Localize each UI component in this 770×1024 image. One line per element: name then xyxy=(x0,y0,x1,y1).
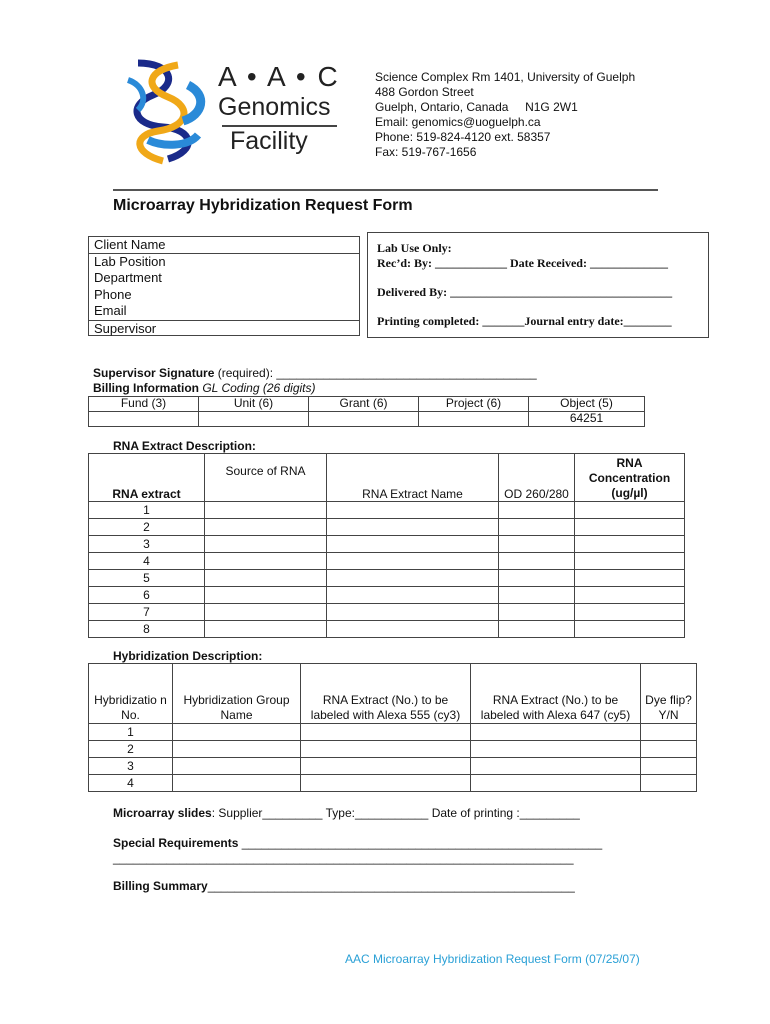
dna-helix-icon xyxy=(118,55,218,167)
rna-cell[interactable] xyxy=(327,502,499,519)
lab-position-field[interactable]: Lab Position xyxy=(94,253,166,269)
hyb-cell[interactable] xyxy=(641,724,697,741)
rna-cell[interactable] xyxy=(575,519,685,536)
rna-cell[interactable] xyxy=(327,536,499,553)
address-line: Fax: 519-767-1656 xyxy=(375,145,477,159)
received-line[interactable]: Rec’d: By: ____________ Date Received: _____________ xyxy=(377,256,668,270)
address-line: Science Complex Rm 1401, University of Guelph xyxy=(375,70,636,84)
rna-cell[interactable] xyxy=(327,587,499,604)
hyb-cell[interactable] xyxy=(471,724,641,741)
rna-cell[interactable] xyxy=(205,519,327,536)
rna-cell[interactable] xyxy=(205,570,327,587)
aac-logo xyxy=(118,55,348,167)
hyb-cell[interactable] xyxy=(471,775,641,792)
special-requirements-line[interactable] xyxy=(113,836,602,850)
hyb-cell[interactable] xyxy=(301,724,471,741)
rna-header: RNA Concentration (ug/µl) xyxy=(575,454,685,502)
rna-row-number: 4 xyxy=(89,553,205,570)
rna-row-number: 5 xyxy=(89,570,205,587)
rna-cell[interactable] xyxy=(327,519,499,536)
special-requirements-label: Special Requirements xyxy=(113,836,239,850)
hyb-section-label: Hybridization Description: xyxy=(113,649,263,663)
grant-cell[interactable] xyxy=(309,412,419,427)
rna-row-number: 2 xyxy=(89,519,205,536)
hyb-cell[interactable] xyxy=(641,758,697,775)
billing-header: Fund (3) xyxy=(89,397,199,412)
rna-row-number: 8 xyxy=(89,621,205,638)
rna-table xyxy=(88,453,685,638)
hyb-cell[interactable] xyxy=(173,741,301,758)
rna-cell[interactable] xyxy=(205,587,327,604)
hyb-cell[interactable] xyxy=(301,775,471,792)
rna-cell[interactable] xyxy=(575,621,685,638)
billing-info-note: GL Coding (26 digits) xyxy=(199,381,316,395)
rna-cell[interactable] xyxy=(499,536,575,553)
client-info-box xyxy=(88,236,360,336)
hyb-header: Hybridization Group Name xyxy=(173,664,301,724)
hyb-row-number: 1 xyxy=(89,724,173,741)
address-line: 488 Gordon Street xyxy=(375,85,474,99)
hyb-row-number: 4 xyxy=(89,775,173,792)
hyb-cell[interactable] xyxy=(471,758,641,775)
rna-row-number: 3 xyxy=(89,536,205,553)
printing-line[interactable]: Printing completed: _______Journal entry date:________ xyxy=(377,314,672,328)
page-footer: AAC Microarray Hybridization Request Form (07/25/07) xyxy=(345,952,640,966)
billing-summary-line[interactable] xyxy=(113,879,575,893)
hyb-cell[interactable] xyxy=(173,775,301,792)
special-requirements-blank: ______________________________________________________ xyxy=(238,836,603,850)
rna-cell[interactable] xyxy=(205,502,327,519)
rna-cell[interactable] xyxy=(499,570,575,587)
rna-cell[interactable] xyxy=(205,621,327,638)
hyb-cell[interactable] xyxy=(301,758,471,775)
client-name-field[interactable]: Client Name xyxy=(89,237,359,254)
rna-section-label: RNA Extract Description: xyxy=(113,439,256,453)
billing-header: Project (6) xyxy=(419,397,529,412)
supervisor-signature-label: Supervisor Signature xyxy=(93,366,215,380)
microarray-slides-line[interactable] xyxy=(113,806,580,820)
rna-header: Source of RNA xyxy=(205,454,327,502)
rna-cell[interactable] xyxy=(499,502,575,519)
rna-cell[interactable] xyxy=(205,604,327,621)
supervisor-signature xyxy=(93,366,537,396)
logo-line-2: Genomics xyxy=(218,93,331,121)
department-field[interactable]: Department xyxy=(94,270,162,285)
fund-cell[interactable] xyxy=(89,412,199,427)
rna-header: RNA Extract Name xyxy=(327,454,499,502)
rna-cell[interactable] xyxy=(327,570,499,587)
billing-header: Object (5) xyxy=(529,397,645,412)
hyb-header: RNA Extract (No.) to be labeled with Alexa 555 (cy3) xyxy=(301,664,471,724)
rna-header: OD 260/280 xyxy=(499,454,575,502)
rna-cell[interactable] xyxy=(499,621,575,638)
special-requirements-line-2[interactable]: _____________________________________________________________________ xyxy=(113,851,574,865)
hyb-row-number: 2 xyxy=(89,741,173,758)
billing-summary-blank: _______________________________________________________ xyxy=(207,879,575,893)
hyb-header: RNA Extract (No.) to be labeled with Alexa 647 (cy5) xyxy=(471,664,641,724)
address-line: Phone: 519-824-4120 ext. 58357 xyxy=(375,130,551,144)
lab-use-box xyxy=(367,232,709,338)
delivered-line[interactable]: Delivered By: _____________________________________ xyxy=(377,285,673,299)
hyb-cell[interactable] xyxy=(471,741,641,758)
rna-cell[interactable] xyxy=(575,570,685,587)
supervisor-field[interactable]: Supervisor xyxy=(89,320,359,337)
project-cell[interactable] xyxy=(419,412,529,427)
header-divider xyxy=(113,189,658,191)
hyb-header: Hybridizatio n No. xyxy=(89,664,173,724)
billing-summary-label: Billing Summary xyxy=(113,879,208,893)
hyb-table xyxy=(88,663,697,792)
microarray-slides-fields: : Supplier_________ Type:___________ Date of printing :_________ xyxy=(211,806,580,820)
rna-cell[interactable] xyxy=(327,621,499,638)
rna-cell[interactable] xyxy=(499,519,575,536)
rna-cell[interactable] xyxy=(205,553,327,570)
billing-header: Unit (6) xyxy=(199,397,309,412)
rna-cell[interactable] xyxy=(575,502,685,519)
unit-cell[interactable] xyxy=(199,412,309,427)
rna-cell[interactable] xyxy=(575,536,685,553)
rna-cell[interactable] xyxy=(499,587,575,604)
page-title: Microarray Hybridization Request Form xyxy=(113,197,413,214)
billing-header: Grant (6) xyxy=(309,397,419,412)
microarray-slides-label: Microarray slides xyxy=(113,806,212,820)
phone-field[interactable]: Phone xyxy=(94,286,132,302)
hyb-cell[interactable] xyxy=(301,741,471,758)
hyb-cell[interactable] xyxy=(173,724,301,741)
rna-cell[interactable] xyxy=(327,553,499,570)
supervisor-signature-line[interactable]: (required): _______________________________________ xyxy=(214,366,537,380)
address-line: Email: genomics@uoguelph.ca xyxy=(375,115,541,129)
hyb-cell[interactable] xyxy=(173,758,301,775)
rna-row-number: 7 xyxy=(89,604,205,621)
rna-row-number: 6 xyxy=(89,587,205,604)
billing-info-label: Billing Information xyxy=(93,381,199,395)
hyb-cell[interactable] xyxy=(641,741,697,758)
rna-cell[interactable] xyxy=(499,553,575,570)
rna-cell[interactable] xyxy=(205,536,327,553)
hyb-header: Dye flip? Y/N xyxy=(641,664,697,724)
facility-address xyxy=(375,70,635,160)
object-cell: 64251 xyxy=(529,412,645,427)
logo-line-3: Facility xyxy=(230,127,308,155)
rna-cell[interactable] xyxy=(575,587,685,604)
hyb-cell[interactable] xyxy=(641,775,697,792)
hyb-row-number: 3 xyxy=(89,758,173,775)
billing-table xyxy=(88,396,645,427)
rna-header: RNA extract xyxy=(89,454,205,502)
logo-line-1: A • A • C xyxy=(218,61,340,92)
rna-cell[interactable] xyxy=(575,553,685,570)
lab-use-heading: Lab Use Only: xyxy=(377,241,452,255)
email-field[interactable]: Email xyxy=(94,303,127,318)
rna-cell[interactable] xyxy=(327,604,499,621)
address-line: Guelph, Ontario, Canada N1G 2W1 xyxy=(375,100,578,114)
rna-cell[interactable] xyxy=(575,604,685,621)
rna-cell[interactable] xyxy=(499,604,575,621)
rna-row-number: 1 xyxy=(89,502,205,519)
